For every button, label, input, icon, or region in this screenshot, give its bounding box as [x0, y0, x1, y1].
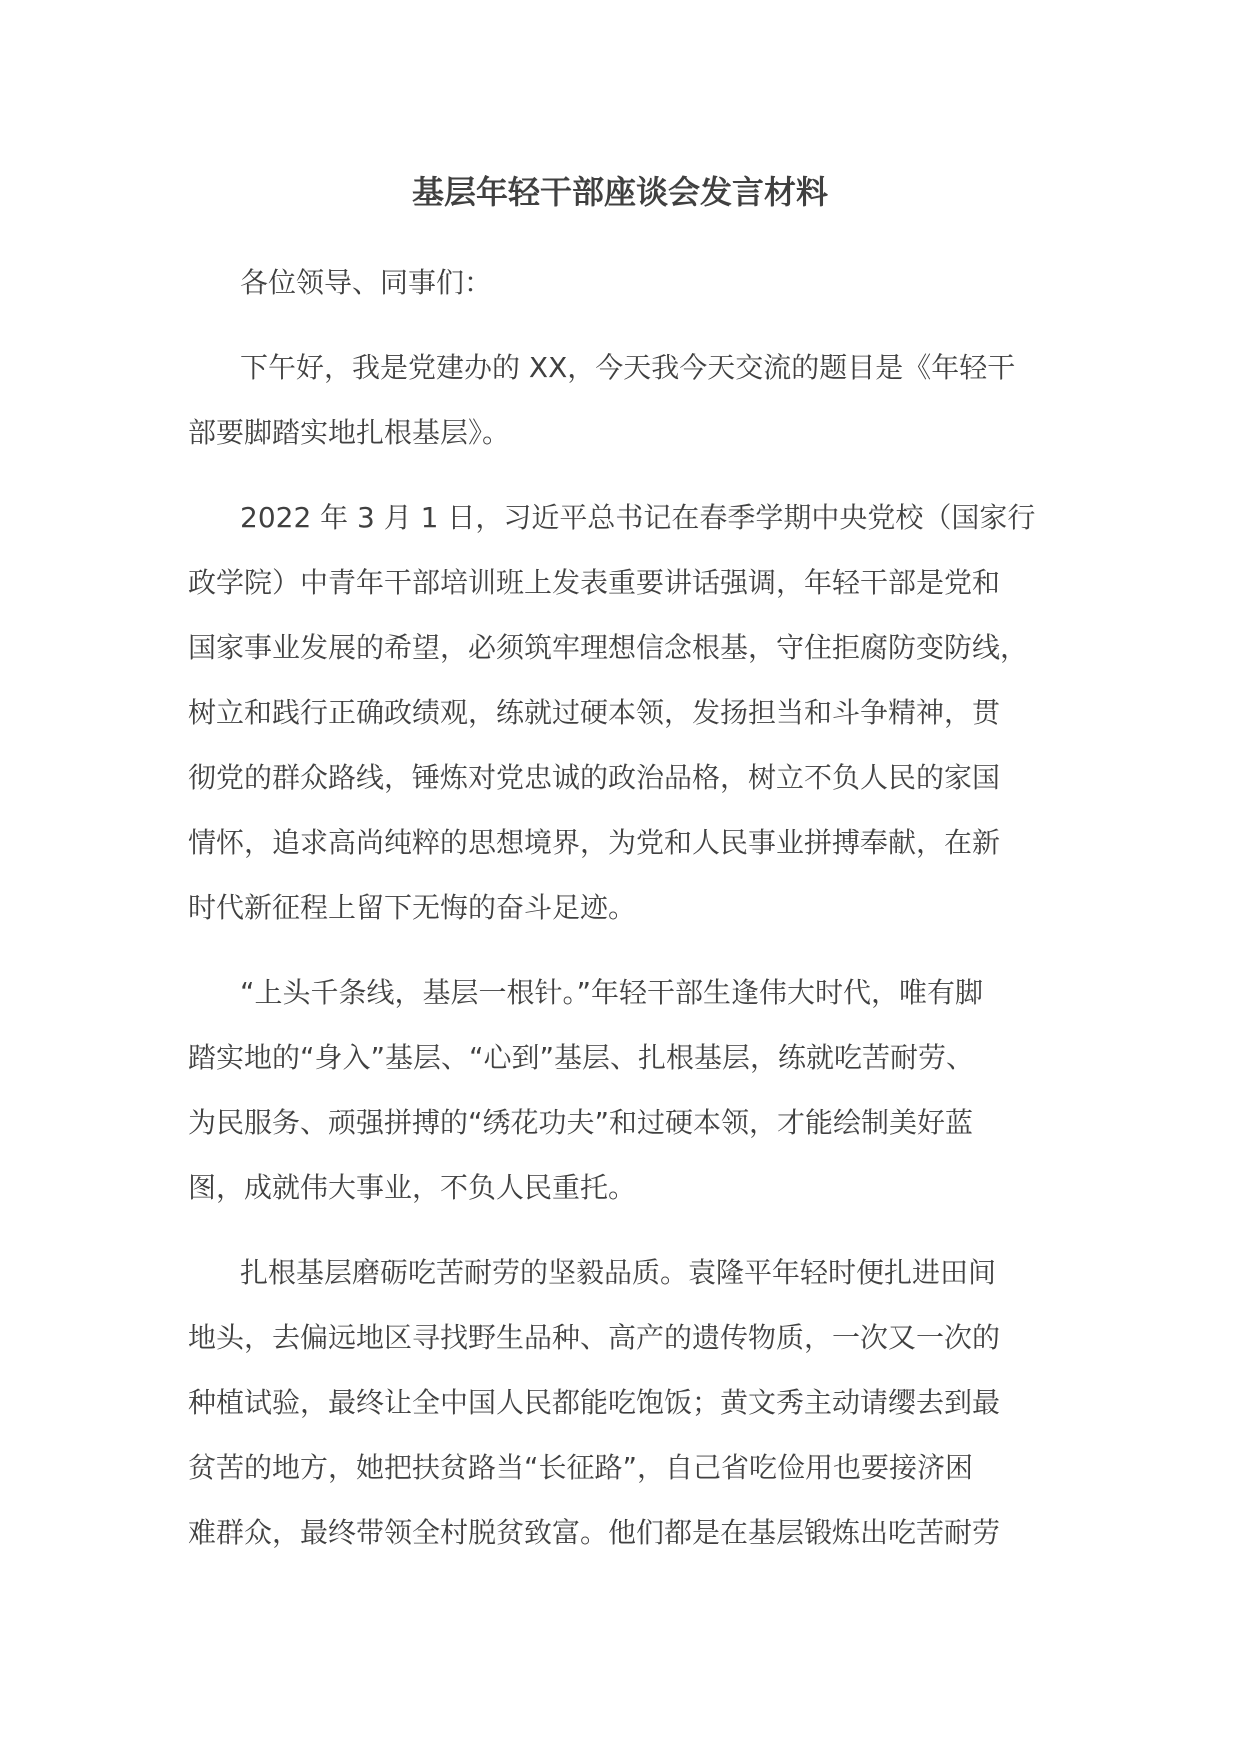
text-line: 2022 年 3 月 1 日，习近平总书记在春季学期中央党校（国家行 [240, 501, 1036, 534]
text-line: 时代新征程上留下无悔的奋斗足迹。 [188, 891, 637, 924]
text-line: 踏实地的“身入”基层、“心到”基层、扎根基层，练就吃苦耐劳、 [188, 1041, 975, 1074]
text-line: 下午好，我是党建办的 XX，今天我今天交流的题目是《年轻干 [240, 351, 1016, 384]
text-line: 扎根基层磨砺吃苦耐劳的坚毅品质。袁隆平年轻时便扎进田间 [240, 1256, 997, 1289]
paragraph-greeting [188, 250, 1088, 315]
text-line: 国家事业发展的希望，必须筑牢理想信念根基，守住拒腐防变防线， [188, 631, 1029, 664]
text-line: 地头，去偏远地区寻找野生品种、高产的遗传物质，一次又一次的 [188, 1321, 1001, 1354]
text-line: 各位领导、同事们： [240, 266, 493, 299]
text-line: 部要脚踏实地扎根基层》。 [188, 416, 511, 449]
text-line: 情怀，追求高尚纯粹的思想境界，为党和人民事业拼搏奉献，在新 [188, 826, 1001, 859]
paragraph-examples [188, 1240, 1088, 1565]
text-line: 图，成就伟大事业，不负人民重托。 [188, 1171, 637, 1204]
text-line: 政学院）中青年干部培训班上发表重要讲话强调，年轻干部是党和 [188, 566, 1001, 599]
paragraph-grassroots [188, 960, 1088, 1220]
text-line: 为民服务、顽强拼搏的“绣花功夫”和过硬本领，才能绘制美好蓝 [188, 1106, 974, 1139]
text-line: 贫苦的地方，她把扶贫路当“长征路”，自己省吃俭用也要接济困 [188, 1451, 974, 1484]
paragraph-speech-quote [188, 485, 1088, 940]
paragraph-intro [188, 335, 1088, 465]
text-line: 难群众，最终带领全村脱贫致富。他们都是在基层锻炼出吃苦耐劳 [188, 1516, 1001, 1549]
document-body [188, 250, 1088, 1585]
text-line: 树立和践行正确政绩观，练就过硬本领，发扬担当和斗争精神，贯 [188, 696, 1001, 729]
text-line: 种植试验，最终让全中国人民都能吃饱饭；黄文秀主动请缨去到最 [188, 1386, 1001, 1419]
document-title: 基层年轻干部座谈会发言材料 [411, 173, 828, 211]
text-line: “上头千条线，基层一根针。”年轻干部生逢伟大时代，唯有脚 [240, 976, 984, 1009]
text-line: 彻党的群众路线，锤炼对党忠诚的政治品格，树立不负人民的家国 [188, 761, 1001, 794]
